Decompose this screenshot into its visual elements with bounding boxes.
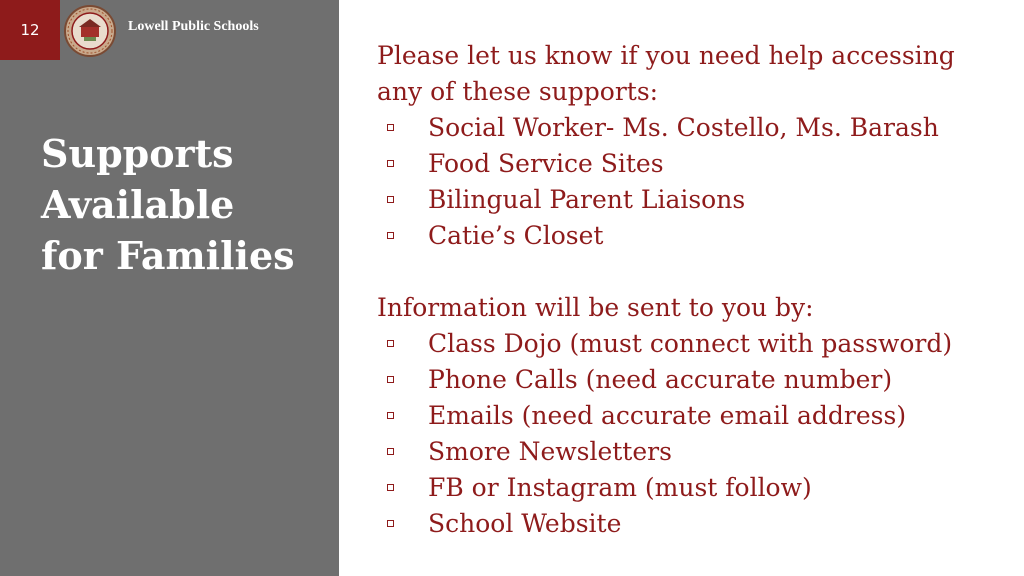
list-item	[377, 434, 1007, 470]
list-item-text: Bilingual Parent Liaisons	[428, 185, 746, 214]
list-item-text: Social Worker- Ms. Costello, Ms. Barash	[428, 113, 939, 142]
supports-list	[377, 110, 1007, 254]
slide-content	[377, 38, 1007, 542]
list-item-text: Phone Calls (need accurate number)	[428, 365, 893, 394]
list-item	[377, 326, 1007, 362]
square-bullet-icon	[387, 448, 394, 455]
square-bullet-icon	[387, 196, 394, 203]
list-item-text: FB or Instagram (must follow)	[428, 473, 812, 502]
information-intro: Information will be sent to you by:	[377, 293, 814, 322]
square-bullet-icon	[387, 232, 394, 239]
list-item	[377, 146, 1007, 182]
information-list	[377, 326, 1007, 542]
square-bullet-icon	[387, 340, 394, 347]
supports-intro-line-2: any of these supports:	[377, 77, 659, 106]
square-bullet-icon	[387, 520, 394, 527]
list-item-text: Emails (need accurate email address)	[428, 401, 907, 430]
list-item	[377, 218, 1007, 254]
city-seal-icon	[64, 5, 116, 57]
square-bullet-icon	[387, 484, 394, 491]
supports-intro-line-1: Please let us know if you need help accessing	[377, 41, 955, 70]
list-item-text: Food Service Sites	[428, 149, 664, 178]
list-item	[377, 506, 1007, 542]
list-item	[377, 362, 1007, 398]
square-bullet-icon	[387, 124, 394, 131]
slide-number: 12	[0, 0, 60, 60]
section-spacer	[377, 254, 1007, 290]
title-sidebar	[0, 0, 339, 576]
list-item-text: Class Dojo (must connect with password)	[428, 329, 953, 358]
list-item-text: Smore Newsletters	[428, 437, 672, 466]
list-item	[377, 398, 1007, 434]
square-bullet-icon	[387, 412, 394, 419]
list-item-text: School Website	[428, 509, 622, 538]
list-item	[377, 470, 1007, 506]
slide-title: Supports Available for Families	[41, 131, 295, 278]
square-bullet-icon	[387, 376, 394, 383]
list-item	[377, 110, 1007, 146]
list-item-text: Catie’s Closet	[428, 221, 604, 250]
list-item	[377, 182, 1007, 218]
school-name: Lowell Public Schools	[128, 19, 259, 34]
square-bullet-icon	[387, 160, 394, 167]
